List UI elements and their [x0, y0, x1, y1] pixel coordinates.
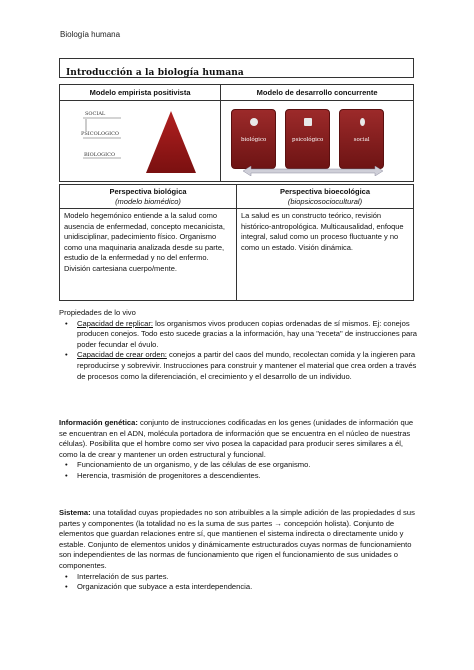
pyramid-label-psicologico: PSICOLOGICO — [81, 131, 120, 137]
genetic-info-paragraph — [59, 418, 419, 460]
perspectives-table — [59, 184, 414, 301]
block-psicologico — [285, 109, 330, 169]
pyramid-diagram-cell — [60, 101, 221, 182]
system-text: una totalidad cuyas propiedades no son atribuibles a la simple adición de las propiedades d sus partes y componentes (la totalidad no es la suma de sus partes → concepción holista). Conjunto de elementos que guardan relaciones entre sí, que mantienen el sistema indirecta o directamente unido y estable. Conjunto de elementos unidos y dinámicamente estructurados cuyas normas de funcionamiento son independientes de las normas de funcionamiento que rigen el funcionamiento de sus unidades o componentes. — [59, 508, 415, 570]
model-concurrent-header: Modelo de desarrollo concurrente — [221, 85, 414, 101]
orden-text: conejos a partir del caos del mundo, recolectan comida y la ingieren para reproducirse y sobrevivir. Instrucciones para construir y mantener el material que crea orden a través de procesos como la diferenciación, el crecimiento y el desarrollo de un individuo. — [77, 350, 417, 381]
eco-perspective-header — [237, 185, 414, 209]
orden-label: Capacidad de crear orden: — [77, 350, 167, 360]
system-bullet-1: • Interrelación de sus partes. — [59, 572, 419, 583]
system-bullet-2: • Organización que subyace a esta interdependencia. — [59, 582, 419, 593]
system-section — [59, 508, 419, 593]
dna-icon — [250, 118, 258, 126]
title-box — [59, 58, 414, 78]
bio-body: Modelo hegemónico entiende a la salud como ausencia de enfermedad, concepto mecanicista, unidisciplinar, padecimiento físico. Organismo como una maquinaria analizada desde su parte, estudio de la enfermedad y no del enfermo. División cartesiana cuerpo/mente. — [60, 209, 237, 301]
brain-icon — [304, 118, 312, 126]
models-table — [59, 84, 414, 182]
genetic-bullet-1: • Funcionamiento de un organismo, y de las células de ese organismo. — [59, 460, 419, 471]
genetic-info-text: conjunto de instrucciones codificadas en los genes (unidades de información que se encuentran en el ADN, molécula portadora de información que se encuentra en el núcleo de nuestras células). Posibilita que el hombre como ser vivo posea la capacidad para producir seres similares a él, como la de crear y mantener un orden estructural y funcional. — [59, 418, 414, 459]
eco-title: Perspectiva bioecológica — [279, 187, 371, 196]
block-psicologico-label: psicológico — [292, 137, 324, 143]
pyramid-diagram — [76, 109, 206, 175]
genetic-info-label: Información genética: — [59, 418, 138, 427]
bio-title: Perspectiva biológica — [109, 187, 187, 196]
replicar-label: Capacidad de replicar: — [77, 318, 153, 328]
system-label: Sistema: — [59, 508, 91, 517]
properties-title: Propiedades de lo vivo — [59, 308, 136, 317]
pyramid-triangle — [146, 111, 196, 173]
person-icon — [360, 118, 365, 126]
concurrent-diagram-cell — [221, 101, 414, 182]
pyramid-svg — [76, 109, 206, 175]
properties-section — [59, 308, 419, 382]
model-empirist-header: Modelo empirista positivista — [60, 85, 221, 101]
bio-perspective-header — [60, 185, 237, 209]
block-social-label: social — [353, 137, 370, 143]
eco-body: La salud es un constructo teórico, revisión histórico-antropológica. Multicausalidad, enfoque integral, salud como un proceso fluctuante y no como un estado. Visión dinámica. — [237, 209, 414, 301]
running-head: Biología humana — [60, 30, 121, 39]
genetic-bullet-2: • Herencia, trasmisión de progenitores a descendientes. — [59, 471, 419, 482]
block-biologico — [231, 109, 276, 169]
replicar-text: los organismos vivos producen copias ordenadas de sí mismos. Ej: conejos producen conejos. Todo esto sucede gracias a la información, hay una "receta" de instrucciones para poder fecundar el óvulo. — [77, 318, 418, 349]
bullet-orden — [59, 350, 419, 382]
block-social — [339, 109, 384, 169]
genetic-info-section — [59, 418, 419, 482]
document-title: Introducción a la biología humana — [66, 68, 244, 78]
bio-subtitle: (modelo biomédico) — [115, 196, 181, 206]
block-biologico-label: biológico — [241, 137, 267, 143]
bullet-replicar — [59, 319, 419, 351]
system-paragraph — [59, 508, 419, 572]
pyramid-label-social: SOCIAL — [85, 111, 106, 117]
pyramid-label-biologico: BIOLOGICO — [84, 152, 116, 158]
double-arrow-icon — [243, 166, 383, 176]
concurrent-diagram — [223, 104, 395, 178]
eco-subtitle: (biopsicosociocultural) — [287, 196, 363, 206]
